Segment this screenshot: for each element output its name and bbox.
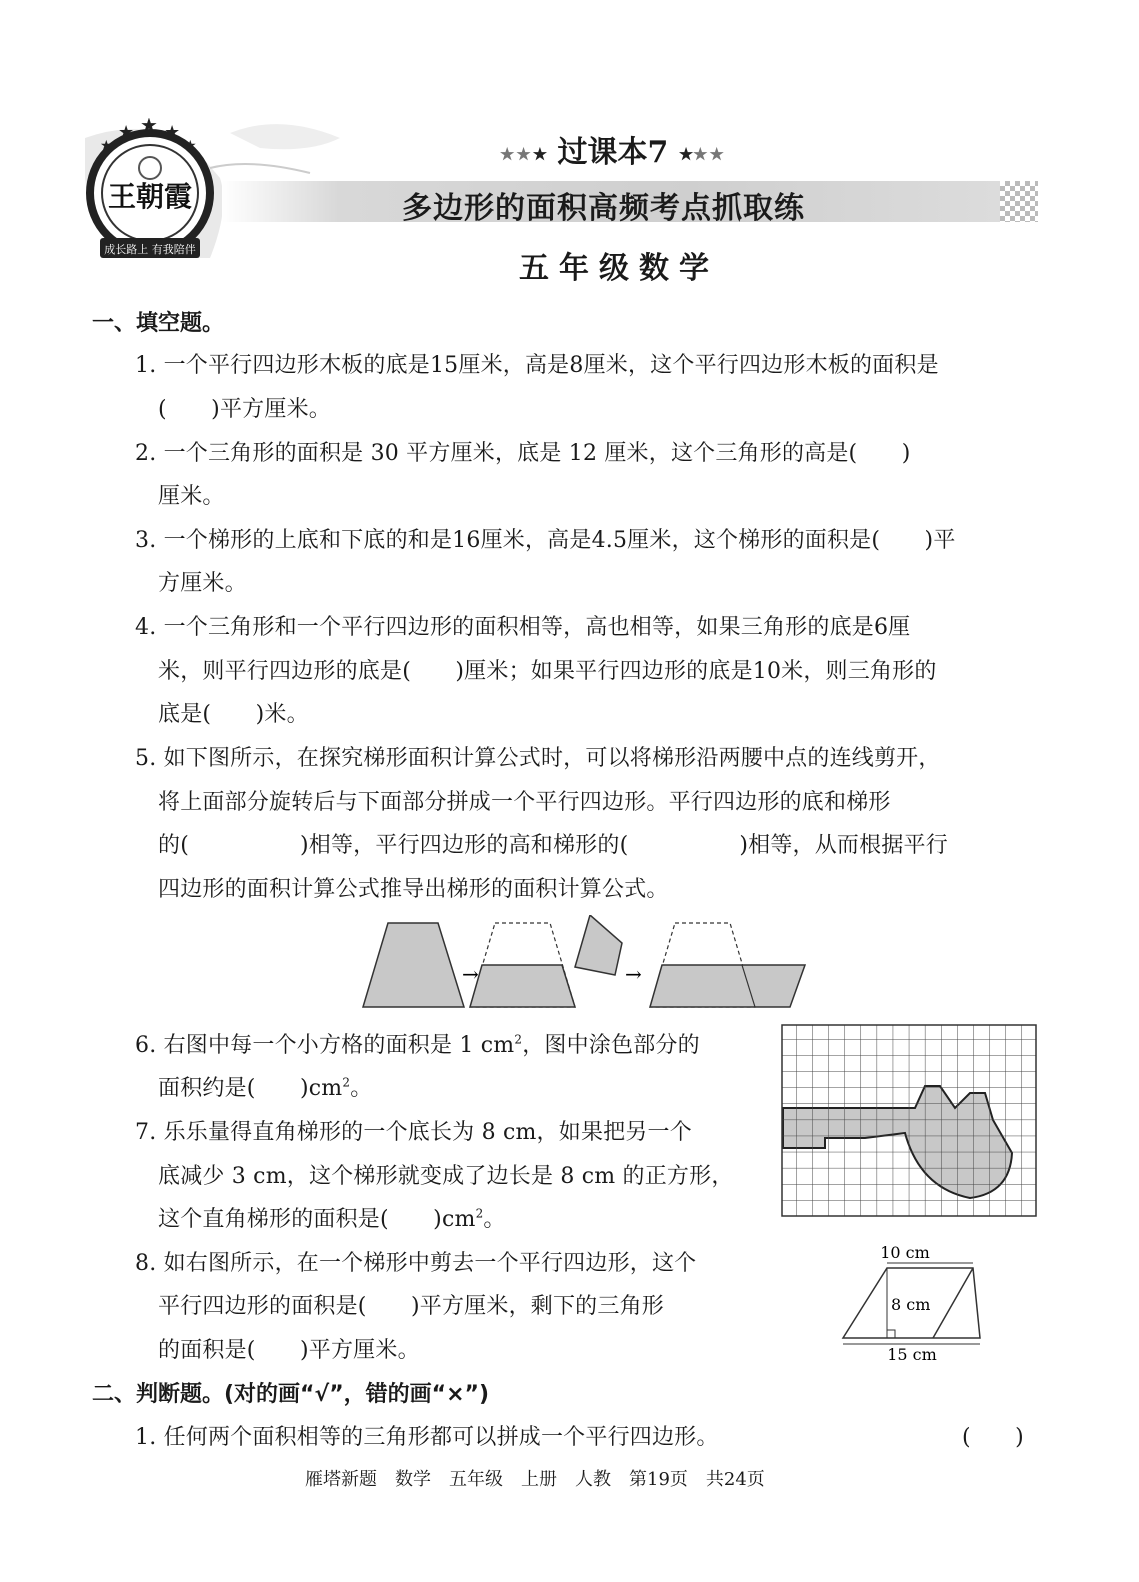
q5-line3: 的( )相等，平行四边形的高和梯形的( )相等，从而根据平行: [158, 833, 948, 858]
q5-line2: 将上面部分旋转后与下面部分拼成一个平行四边形。平行四边形的底和梯形: [158, 790, 891, 815]
svg-text:★: ★: [184, 138, 197, 154]
series-title: ★★★ 过课本7 ★★★: [500, 135, 726, 170]
decorative-star-icon: ★★: [500, 144, 533, 164]
s2-q1: 1. 任何两个面积相等的三角形都可以拼成一个平行四边形。: [135, 1425, 719, 1450]
q8-line1: 8. 如右图所示，在一个梯形中剪去一个平行四边形，这个: [135, 1251, 697, 1276]
page-footer: 雁塔新题 数学 五年级 上册 人教 第19页 共24页: [305, 1469, 765, 1490]
q7-line2: 底减少 3 cm，这个梯形就变成了边长是 8 cm 的正方形，: [158, 1164, 734, 1189]
q7-line1: 7. 乐乐量得直角梯形的一个底长为 8 cm，如果把另一个: [135, 1120, 692, 1145]
q5-line4: 四边形的面积计算公式推导出梯形的面积计算公式。: [158, 877, 669, 902]
s2-q1-answer-blank[interactable]: ( ): [962, 1425, 1024, 1450]
arrow-2: →: [625, 962, 642, 986]
rotated-upper-part: [575, 915, 622, 975]
q8-line2: 平行四边形的面积是( )平方厘米，剩下的三角形: [158, 1294, 664, 1319]
trapezoid-figure: [835, 1238, 985, 1363]
svg-text:★: ★: [118, 122, 135, 143]
q5-line1: 5. 如下图所示，在探究梯形面积计算公式时，可以将梯形沿两腰中点的连线剪开，: [135, 746, 941, 771]
svg-text:★: ★: [140, 118, 158, 137]
section2-title: 二、判断题。(对的画“√”，错的画“×”): [92, 1382, 490, 1407]
q3-line1: 3. 一个梯形的上底和下底的和是16厘米，高是4.5厘米，这个梯形的面积是( )平: [135, 528, 956, 553]
lower-part: [470, 965, 575, 1007]
logo-slogan: 成长路上 有我陪伴: [104, 243, 196, 256]
q7-line3: 这个直角梯形的面积是( )$cm^2$。: [158, 1206, 506, 1232]
bottom-base-label: 15 cm: [887, 1345, 937, 1363]
grade-subject: 五年级数学: [519, 251, 719, 286]
q4-line3: 底是( )米。: [158, 702, 309, 727]
q4-line1: 4. 一个三角形和一个平行四边形的面积相等，高也相等，如果三角形的底是6厘: [135, 615, 911, 640]
q2-line1: 2. 一个三角形的面积是 30 平方厘米，底是 12 厘米，这个三角形的高是( ): [135, 441, 911, 466]
height-label: 8 cm: [891, 1295, 931, 1314]
q6-line2: 面积约是( )$cm^2$。: [158, 1075, 373, 1101]
svg-text:★: ★: [100, 138, 113, 154]
top-base-label: 10 cm: [880, 1243, 930, 1262]
q1-line2: ( )平方厘米。: [158, 397, 331, 422]
logo-text: 王朝霞: [107, 180, 193, 213]
q8-line3: 的面积是( )平方厘米。: [158, 1338, 420, 1363]
page-title: 多边形的面积高频考点抓取练: [402, 191, 805, 226]
trapezoid-shape: [363, 923, 464, 1007]
parallelogram-shape: [650, 965, 805, 1007]
q6-line1: 6. 右图中每一个小方格的面积是 1 $cm^2$，图中涂色部分的: [135, 1032, 700, 1058]
q4-line2: 米，则平行四边形的底是( )厘米；如果平行四边形的底是10米，则三角形的: [158, 659, 937, 684]
svg-text:★: ★: [164, 122, 181, 143]
q2-line2: 厘米。: [158, 484, 225, 509]
q3-line2: 方厘米。: [158, 571, 247, 596]
arrow-1: →: [462, 962, 479, 986]
q1-line1: 1. 一个平行四边形木板的底是15厘米，高是8厘米，这个平行四边形木板的面积是: [135, 353, 939, 378]
grid-figure: [780, 1023, 1038, 1218]
banner-checker-decoration: [1000, 181, 1038, 222]
trapezoid-rearrange-figure: [360, 915, 810, 1010]
series-name: 过课本7: [557, 135, 669, 170]
section1-title: 一、填空题。: [92, 311, 225, 336]
